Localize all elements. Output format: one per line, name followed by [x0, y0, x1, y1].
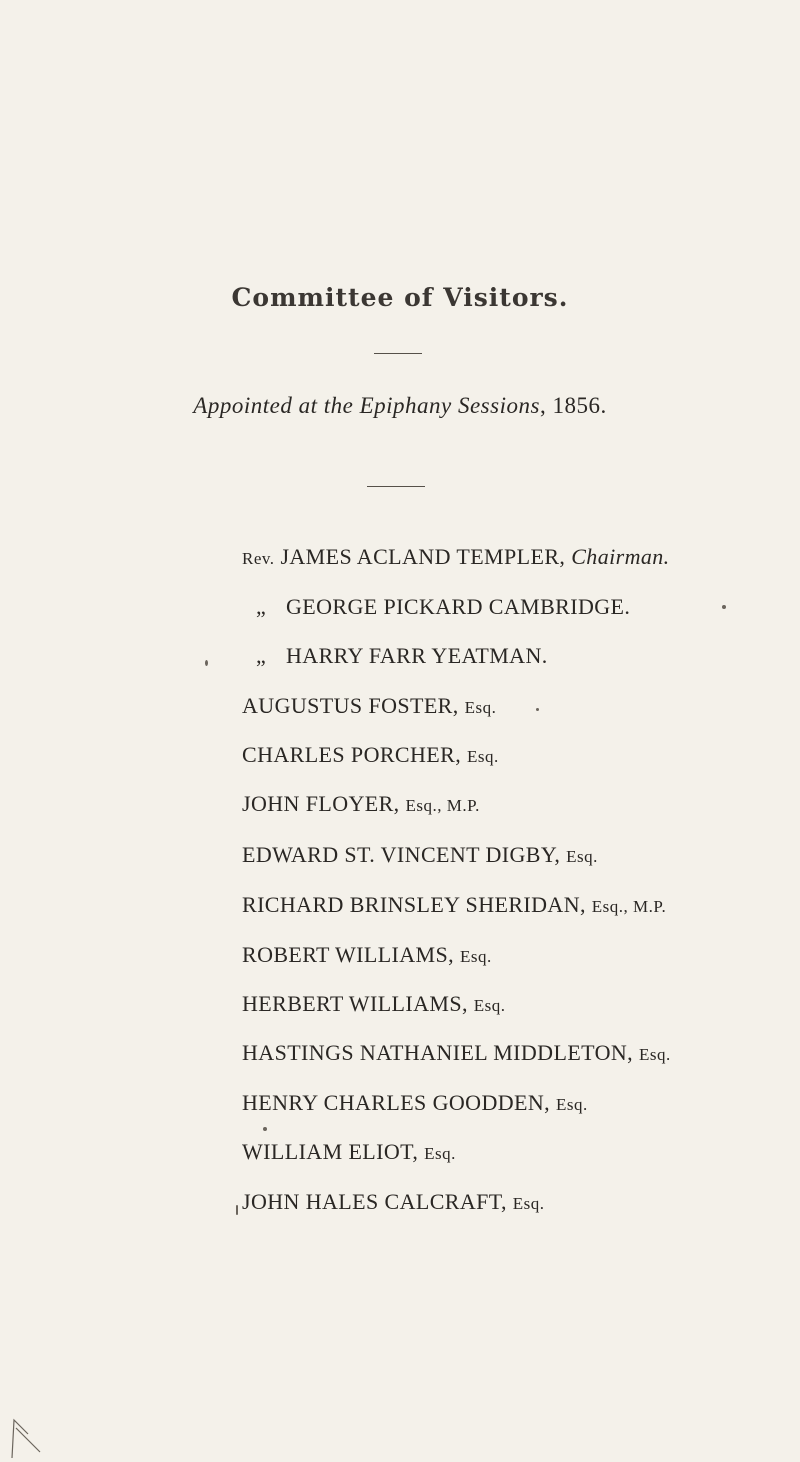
subtitle-year: , 1856.: [539, 393, 607, 418]
subtitle: [0, 393, 800, 419]
title-divider: [374, 353, 422, 354]
member-name: HENRY CHARLES GOODDEN,: [242, 1090, 551, 1115]
member-name: WILLIAM ELIOT,: [242, 1139, 419, 1164]
member-name: JOHN FLOYER,: [242, 791, 400, 816]
member-entry: [242, 544, 670, 570]
member-suffix: Esq.: [638, 1045, 671, 1064]
member-name: HERBERT WILLIAMS,: [242, 991, 468, 1016]
member-suffix: Esq.: [512, 1194, 545, 1213]
subtitle-text: Appointed at the Epiphany Sessions: [193, 393, 540, 418]
member-entry: [242, 842, 598, 868]
member-role: Chairman.: [571, 544, 670, 569]
member-suffix: Esq.: [473, 996, 506, 1015]
member-entry: [242, 991, 506, 1017]
member-suffix: Esq.: [467, 747, 499, 766]
member-name: GEORGE PICKARD CAMBRIDGE.: [286, 594, 631, 619]
page-title: Committee of Visitors.: [231, 283, 569, 312]
scan-speck: [236, 1205, 238, 1215]
member-entry: [242, 1189, 545, 1215]
scan-speck: [263, 1127, 267, 1131]
member-name: JAMES ACLAND TEMPLER,: [280, 544, 566, 569]
ditto-mark: „: [256, 594, 267, 619]
member-entry: [242, 693, 496, 719]
member-suffix: Esq., M.P.: [405, 796, 480, 815]
corner-pencil-mark: [10, 1400, 50, 1460]
member-entry: [242, 742, 499, 768]
member-suffix: Esq.: [424, 1144, 456, 1163]
member-name: HASTINGS NATHANIEL MIDDLETON,: [242, 1040, 634, 1065]
member-name: RICHARD BRINSLEY SHERIDAN,: [242, 892, 586, 917]
member-entry: [242, 1090, 588, 1116]
scan-speck: [205, 660, 208, 666]
member-entry: [242, 942, 492, 968]
scan-speck: [722, 605, 726, 609]
member-prefix: Rev.: [242, 549, 275, 568]
subtitle-divider: [367, 486, 425, 487]
member-suffix: Esq.: [566, 847, 598, 866]
scan-speck: [536, 708, 539, 711]
member-entry: [242, 791, 480, 817]
member-name: HARRY FARR YEATMAN.: [286, 643, 548, 668]
member-name: CHARLES PORCHER,: [242, 742, 462, 767]
member-suffix: Esq., M.P.: [591, 897, 667, 916]
member-entry: [242, 1139, 456, 1165]
member-name: AUGUSTUS FOSTER,: [242, 693, 459, 718]
member-suffix: Esq.: [464, 698, 497, 717]
member-suffix: Esq.: [555, 1095, 588, 1114]
member-entry: [242, 892, 666, 918]
member-entry: [242, 1040, 671, 1066]
ditto-mark: „: [256, 643, 267, 668]
member-name: ROBERT WILLIAMS,: [242, 942, 455, 967]
member-name: JOHN HALES CALCRAFT,: [242, 1189, 507, 1214]
member-entry: [242, 594, 630, 620]
member-name: EDWARD ST. VINCENT DIGBY,: [242, 842, 561, 867]
member-entry: [242, 643, 548, 669]
member-suffix: Esq.: [459, 947, 492, 966]
